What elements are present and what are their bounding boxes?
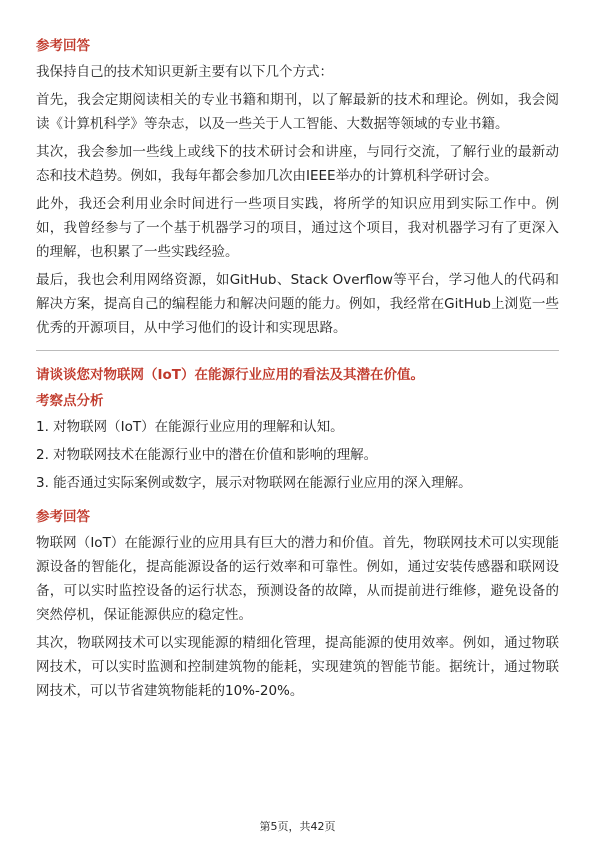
analysis-item: 2. 对物联网技术在能源行业中的潜在价值和影响的理解。 xyxy=(36,447,378,463)
analysis-item: 3. 能否通过实际案例或数字，展示对物联网在能源行业应用的深入理解。 xyxy=(36,475,472,491)
document-page xyxy=(36,36,559,707)
section-divider xyxy=(36,350,559,351)
answer-heading-2: 参考回答 xyxy=(36,509,90,525)
answer2-paragraph: 物联网（IoT）在能源行业的应用具有巨大的潜力和价值。首先，物联网技术可以实现能源设备的智能化，提高能源设备的运行效率和可靠性。例如，通过安装传感器和联网设备，可以实时监控设备的运行状态，预测设备的故障，从而提前进行维修，避免设备的突然停机，保证能源供应的稳定性。 xyxy=(36,535,559,623)
answer1-paragraph: 我保持自己的技术知识更新主要有以下几个方式： xyxy=(36,64,333,80)
answer1-paragraph: 其次，我会参加一些线上或线下的技术研讨会和讲座，与同行交流，了解行业的最新动态和技术趋势。例如，我每年都会参加几次由IEEE举办的计算机科学研讨会。 xyxy=(36,144,559,184)
answer1-paragraph: 首先，我会定期阅读相关的专业书籍和期刊，以了解最新的技术和理论。例如，我会阅读《计算机科学》等杂志，以及一些关于人工智能、大数据等领域的专业书籍。 xyxy=(36,92,559,132)
page-number: 第5页，共42页 xyxy=(259,820,336,833)
answer1-paragraph: 最后，我也会利用网络资源，如GitHub、Stack Overflow等平台，学习他人的代码和解决方案，提高自己的编程能力和解决问题的能力。例如，我经常在GitHub上浏览一些优秀的开源项目，从中学习他们的设计和实现思路。 xyxy=(36,272,559,336)
answer2-paragraph: 其次，物联网技术可以实现能源的精细化管理，提高能源的使用效率。例如，通过物联网技术，可以实时监测和控制建筑物的能耗，实现建筑的智能节能。据统计，通过物联网技术，可以节省建筑物能耗的10%-20%。 xyxy=(36,635,559,699)
analysis-item: 1. 对物联网（IoT）在能源行业应用的理解和认知。 xyxy=(36,419,344,435)
answer1-paragraph: 此外，我还会利用业余时间进行一些项目实践，将所学的知识应用到实际工作中。例如，我曾经参与了一个基于机器学习的项目，通过这个项目，我对机器学习有了更深入的理解，也积累了一些实践经验。 xyxy=(36,196,559,260)
answer-heading-1: 参考回答 xyxy=(36,38,90,54)
question-title: 请谈谈您对物联网（IoT）在能源行业应用的看法及其潜在价值。 xyxy=(36,367,425,383)
analysis-heading: 考察点分析 xyxy=(36,393,104,409)
